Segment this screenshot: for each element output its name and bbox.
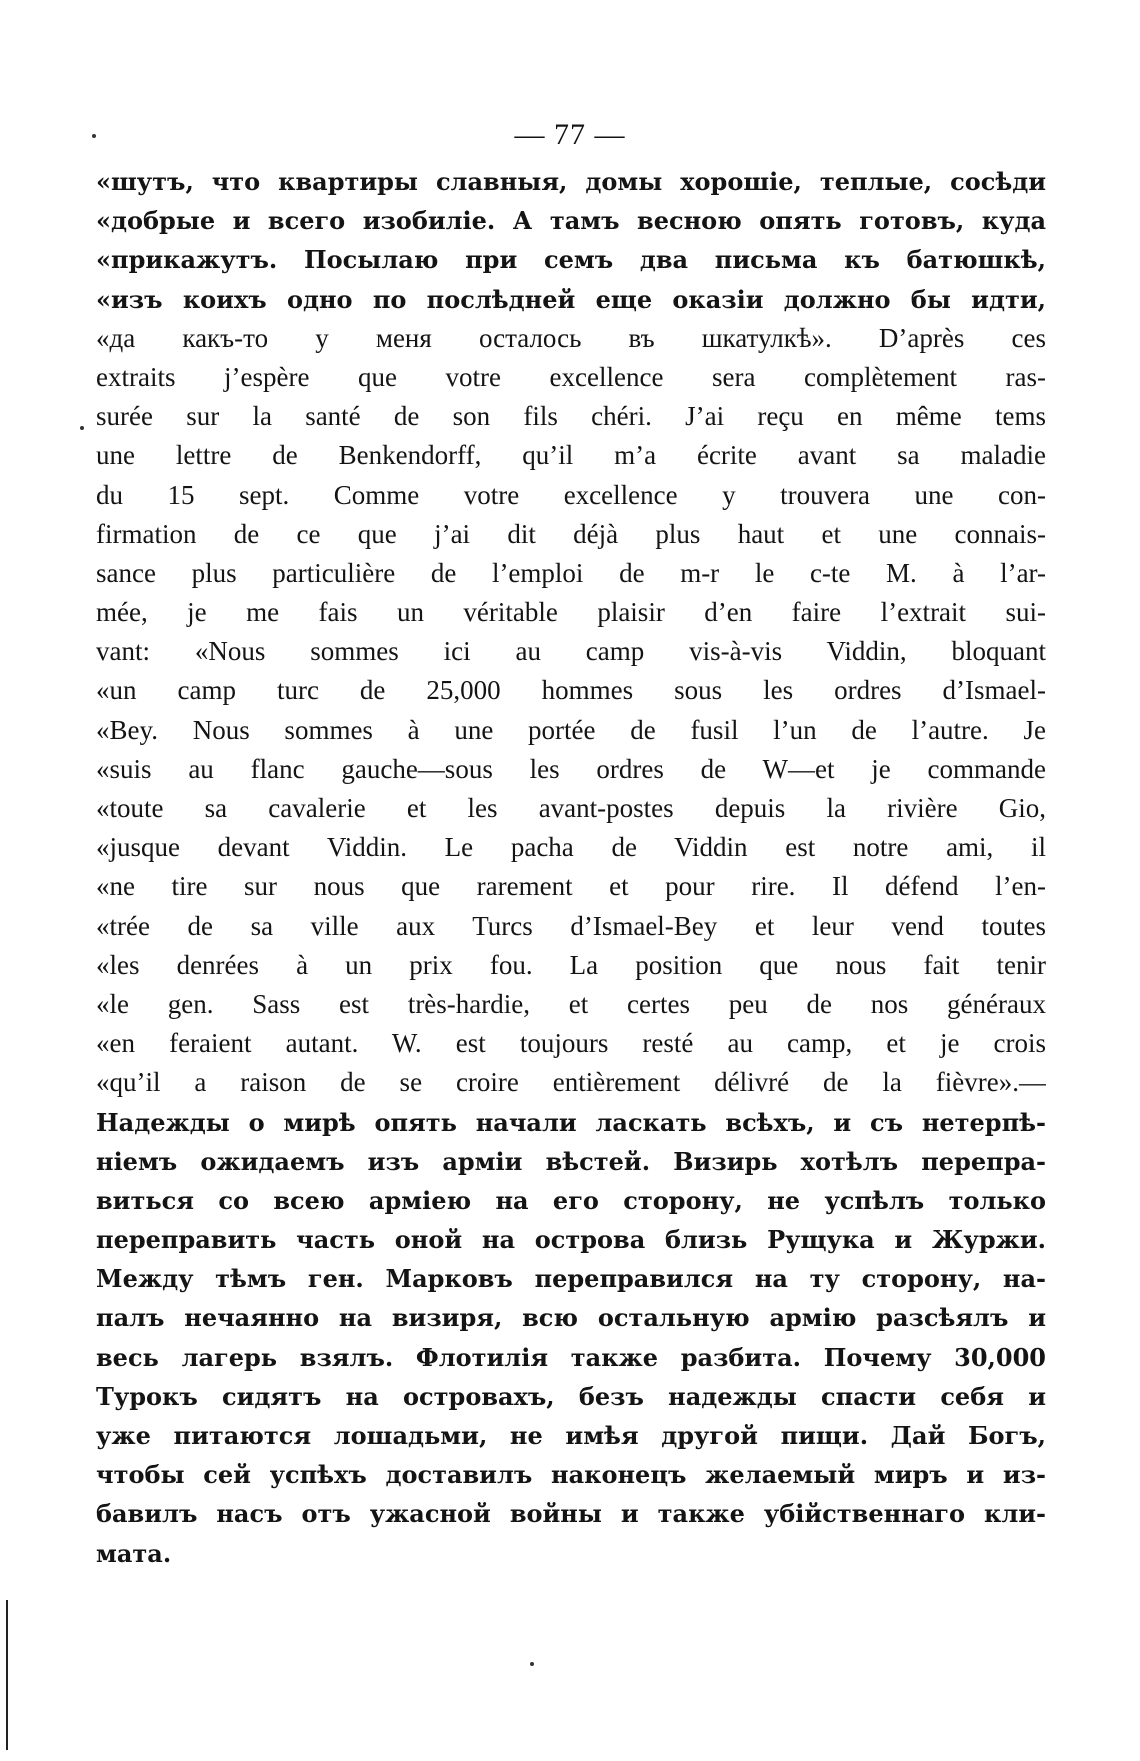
text-line: «le gen. Sass est très-hardie, et certes peu de nos généraux xyxy=(96,988,1046,1019)
print-speck xyxy=(80,426,84,430)
text-line: мата. xyxy=(96,1538,172,1568)
text-line: «trée de sa ville aux Turcs d’Ismael-Bey et leur vend toutes xyxy=(96,910,1046,941)
text-line: «toute sa cavalerie et les avant-postes depuis la rivière Gio, xyxy=(96,793,1046,823)
text-line: бавилъ насъ отъ ужасной войны и также убійственнаго кли- xyxy=(96,1499,1046,1529)
text-line: «ne tire sur nous que rarement et pour rire. Il défend l’en- xyxy=(96,871,1046,902)
text-line: extraits j’espère que votre excellence sera complètement ras- xyxy=(96,361,1046,392)
text-line: «Bey. Nous sommes à une portée de fusil l’un de l’autre. Je xyxy=(96,714,1046,745)
text-line: «qu’il a raison de se croire entièrement délivré de la fièvre».— xyxy=(96,1067,1046,1098)
text-line: «шутъ, что квартиры славныя, домы хорошіе, теплые, сосѣди xyxy=(96,167,1046,196)
text-line: mée, je me fais un véritable plaisir d’en faire l’extrait sui- xyxy=(96,597,1046,628)
text-line: Турокъ сидятъ на островахъ, безъ надежды спасти себя и xyxy=(96,1381,1046,1411)
page-number: — 77 — xyxy=(514,118,626,151)
text-line: «un camp turc de 25,000 hommes sous les ordres d’Ismael- xyxy=(96,675,1046,706)
text-line: une lettre de Benkendorff, qu’il m’a écrite avant sa maladie xyxy=(96,440,1046,471)
body-text xyxy=(96,162,1046,1573)
text-line: firmation de ce que j’ai dit déjà plus haut et une connais- xyxy=(96,518,1046,549)
text-line: переправить часть оной на острова близь Рущука и Журжи. xyxy=(96,1225,1046,1255)
text-line: уже питаются лошадьми, не имѣя другой пищи. Дай Богъ, xyxy=(96,1421,1046,1450)
text-line: «en feraient autant. W. est toujours resté au camp, et je crois xyxy=(96,1028,1046,1059)
text-line: sance plus particulière de l’emploi de m-r le c-te M. à l’ar- xyxy=(96,557,1046,588)
text-line: «les denrées à un prix fou. La position que nous fait tenir xyxy=(96,949,1046,980)
margin-rule xyxy=(6,1600,8,1750)
text-line: surée sur la santé de son fils chéri. J’ai reçu en même tems xyxy=(96,401,1046,432)
text-line: палъ нечаянно на визиря, всю остальную армію разсѣялъ и xyxy=(96,1303,1046,1333)
text-line: «добрые и всего изобиліе. А тамъ весною опять готовъ, куда xyxy=(96,206,1046,236)
text-line: виться со всею арміею на его сторону, не успѣлъ только xyxy=(96,1185,1046,1215)
text-line: чтобы сей успѣхъ доставилъ наконецъ желаемый миръ и из- xyxy=(96,1460,1046,1490)
text-line: Надежды о мирѣ опять начали ласкать всѣхъ, и съ нетерпѣ- xyxy=(96,1107,1046,1137)
print-speck xyxy=(92,134,96,138)
text-line: «прикажутъ. Посылаю при семъ два письма къ батюшкѣ, xyxy=(96,245,1046,275)
text-line: du 15 sept. Comme votre excellence y trouvera une con- xyxy=(96,479,1046,510)
text-line: «изъ коихъ одно по послѣдней еще оказіи должно бы идти, xyxy=(96,284,1046,314)
text-line: «да какъ-то у меня осталось въ шкатулкѣ». D’après ces xyxy=(96,322,1046,353)
text-line: Между тѣмъ ген. Марковъ переправился на ту сторону, на- xyxy=(96,1264,1046,1294)
text-line: весь лагерь взялъ. Флотилія также разбита. Почему 30,000 xyxy=(96,1342,1046,1372)
text-line: «jusque devant Viddin. Le pacha de Viddin est notre ami, il xyxy=(96,832,1046,863)
print-speck xyxy=(530,1662,534,1666)
text-line: ніемъ ожидаемъ изъ арміи вѣстей. Визирь хотѣлъ перепра- xyxy=(96,1146,1046,1176)
text-line: «suis au flanc gauche—sous les ordres de W—et je commande xyxy=(96,753,1046,784)
text-line: vant: «Nous sommes ici au camp vis-à-vis Viddin, bloquant xyxy=(96,636,1046,667)
